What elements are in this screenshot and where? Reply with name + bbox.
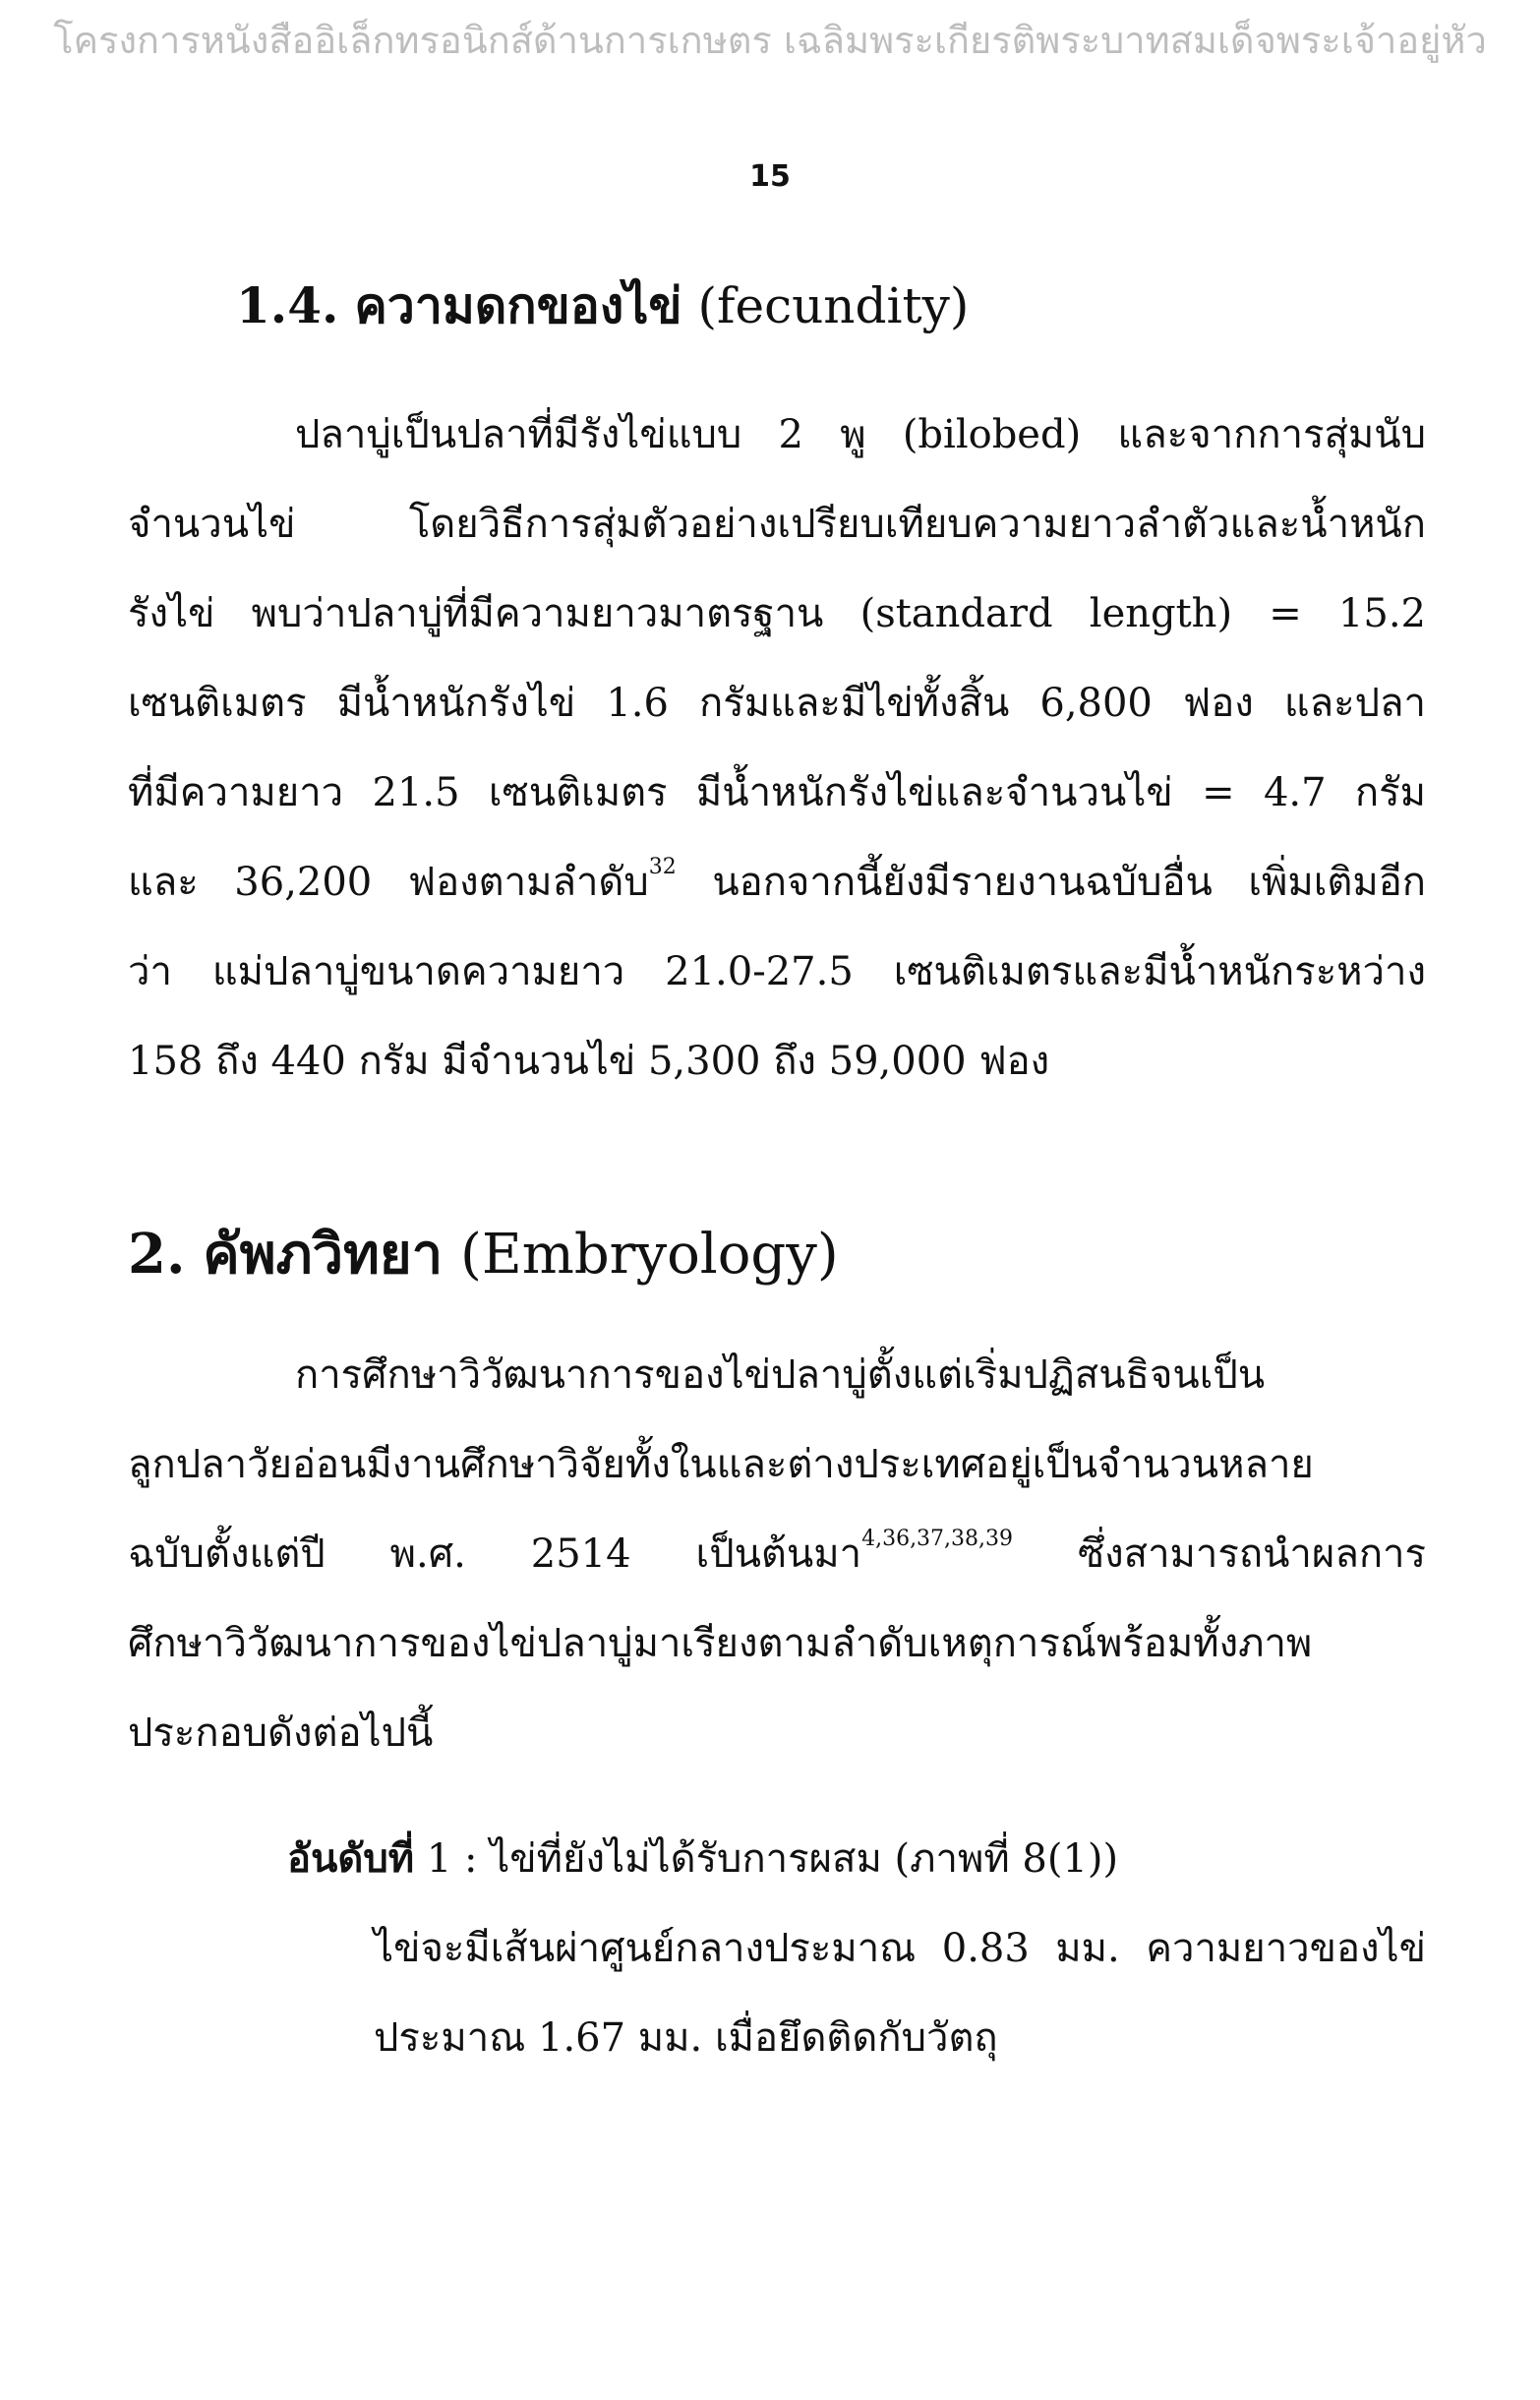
- paragraph-line: เซนติเมตร มีน้ำหนักรังไข่ 1.6 กรัมและมีไข่ทั้งสิ้น 6,800 ฟอง และปลา: [128, 681, 1426, 726]
- paragraph-line-with-reference: [128, 855, 1426, 910]
- section-title-english: (Embryology): [460, 1223, 839, 1287]
- paragraph-segment: นอกจากนี้ยังมีรายงานฉบับอื่น เพิ่มเติมอีก: [712, 860, 1427, 905]
- stage-heading: [287, 1831, 1118, 1887]
- paragraph-line: รังไข่ พบว่าปลาบู่ที่มีความยาวมาตรฐาน (standard length) = 15.2: [128, 591, 1426, 636]
- stage-number: 1 :: [426, 1836, 478, 1882]
- stage-description-line: ไข่จะมีเส้นผ่าศูนย์กลางประมาณ 0.83 มม. ความยาวของไข่: [374, 1926, 1426, 1971]
- paragraph-line: 158 ถึง 440 กรัม มีจำนวนไข่ 5,300 ถึง 59,000 ฟอง: [128, 1039, 1050, 1084]
- section-number: 1.4.: [236, 276, 339, 334]
- section-heading-1-4: [236, 268, 969, 345]
- paragraph-line: ลูกปลาวัยอ่อนมีงานศึกษาวิจัยทั้งในและต่างประเทศอยู่เป็นจำนวนหลาย: [128, 1442, 1314, 1487]
- section-title-thai: คัพภวิทยา: [203, 1222, 444, 1287]
- paragraph-line: ที่มีความยาว 21.5 เซนติเมตร มีน้ำหนักรังไข่และจำนวนไข่ = 4.7 กรัม: [128, 770, 1426, 815]
- reference-superscript: 4,36,37,38,39: [861, 1527, 1014, 1551]
- paragraph-segment: ซึ่งสามารถนำผลการ: [1077, 1531, 1426, 1577]
- paragraph-segment: และ 36,200 ฟองตามลำดับ: [128, 860, 649, 905]
- paragraph-line: ศึกษาวิวัฒนาการของไข่ปลาบู่มาเรียงตามลำดับเหตุการณ์พร้อมทั้งภาพ: [128, 1621, 1313, 1666]
- paragraph-line: ว่า แม่ปลาบู่ขนาดความยาว 21.0-27.5 เซนติเมตรและมีน้ำหนักระหว่าง: [128, 949, 1426, 994]
- section-heading-2: [128, 1210, 839, 1297]
- stage-title: ไข่ที่ยังไม่ได้รับการผสม (ภาพที่ 8(1)): [490, 1836, 1119, 1882]
- section-title-thai: ความดกของไข่: [354, 276, 682, 334]
- section-title-english: (fecundity): [697, 277, 970, 334]
- paragraph-line: การศึกษาวิวัฒนาการของไข่ปลาบู่ตั้งแต่เริ่มปฏิสนธิจนเป็น: [295, 1352, 1266, 1398]
- paragraph-line: ปลาบู่เป็นปลาที่มีรังไข่แบบ 2 พู (bilobed) และจากการสุ่มนับ: [295, 412, 1426, 457]
- paragraph-line-with-reference: [128, 1527, 1426, 1582]
- stage-description-line: ประมาณ 1.67 มม. เมื่อยึดติดกับวัตถุ: [374, 2015, 998, 2061]
- reference-superscript: 32: [648, 855, 677, 879]
- paragraph-line: จำนวนไข่ โดยวิธีการสุ่มตัวอย่างเปรียบเทียบความยาวลำตัวและน้ำหนัก: [128, 502, 1426, 547]
- paragraph-segment: ฉบับตั้งแต่ปี พ.ศ. 2514 เป็นต้นมา: [128, 1531, 862, 1577]
- section-number: 2.: [128, 1222, 186, 1287]
- watermark-header: โครงการหนังสืออิเล็กทรอนิกส์ด้านการเกษตร เฉลิมพระเกียรติพระบาทสมเด็จพระเจ้าอยู่หัว: [53, 19, 1487, 62]
- stage-label: อันดับที่: [287, 1835, 415, 1882]
- page-number: 15: [749, 159, 791, 194]
- paragraph-line: ประกอบดังต่อไปนี้: [128, 1710, 434, 1756]
